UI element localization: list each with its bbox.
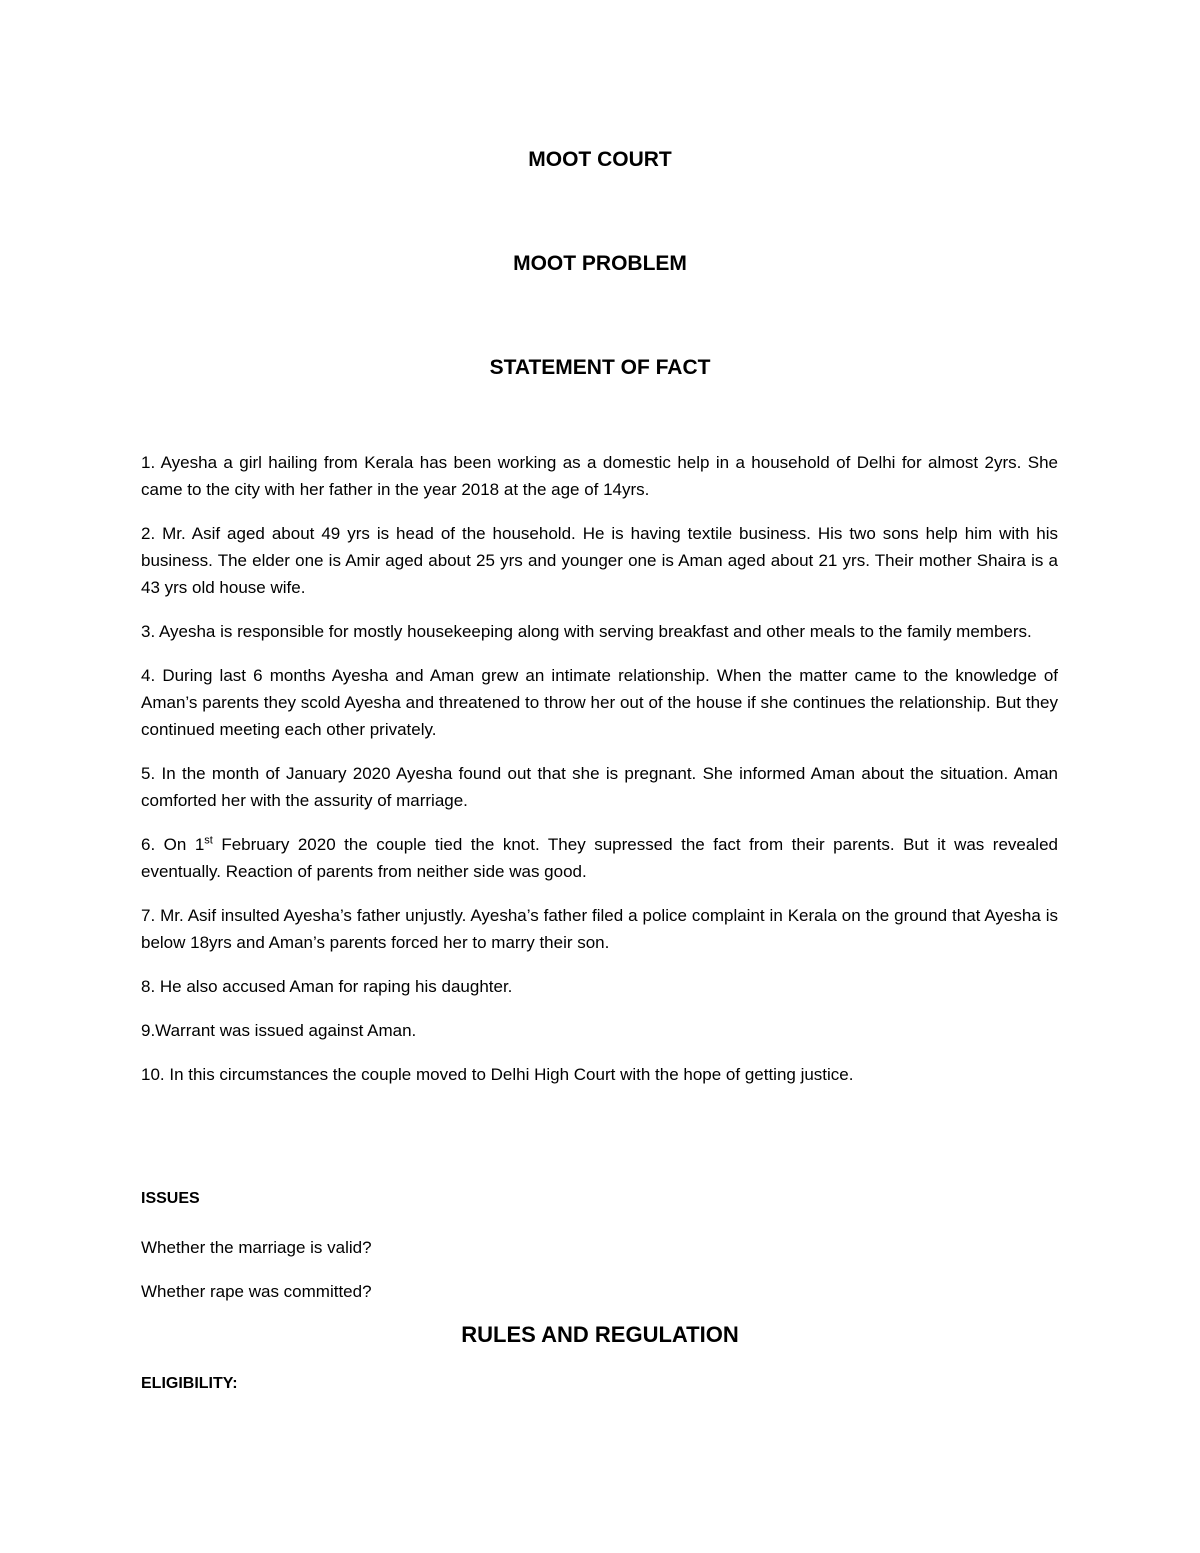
facts-list <box>141 449 1058 1105</box>
fact-6-rest: February 2020 the couple tied the knot. They supressed the fact from their parents. But it was revealed eventually. Reaction of parents from neither side was good. <box>141 835 1058 881</box>
title-moot-problem: MOOT PROBLEM <box>513 252 687 275</box>
fact-item-1: 1. Ayesha a girl hailing from Kerala has been working as a domestic help in a household of Delhi for almost 2yrs. She came to the city with her father in the year 2018 at the age of 14yrs. <box>141 453 1058 499</box>
title-statement-of-fact: STATEMENT OF FACT <box>489 356 711 379</box>
issue-item-2: Whether rape was committed? <box>141 1282 372 1301</box>
issue-item-1: Whether the marriage is valid? <box>141 1238 372 1257</box>
fact-item-6 <box>141 831 1058 885</box>
fact-6-start: 6. On 1 <box>141 835 205 854</box>
fact-item-4: 4. During last 6 months Ayesha and Aman grew an intimate relationship. When the matter came to the knowledge of Aman’s parents they scold Ayesha and threatened to throw her out of the house if she continues the relationship. But they continued meeting each other privately. <box>141 666 1058 739</box>
fact-item-3: 3. Ayesha is responsible for mostly housekeeping along with serving breakfast and other meals to the family members. <box>141 622 1032 641</box>
issues-heading: ISSUES <box>141 1190 200 1207</box>
fact-item-2: 2. Mr. Asif aged about 49 yrs is head of the household. He is having textile business. His two sons help him with his business. The elder one is Amir aged about 25 yrs and younger one is Aman aged about 21 yrs. Their mother Shaira is a 43 yrs old house wife. <box>141 524 1058 597</box>
title-moot-court: MOOT COURT <box>528 148 672 171</box>
issues-list <box>141 1234 372 1322</box>
fact-item-9: 9.Warrant was issued against Aman. <box>141 1021 417 1040</box>
fact-item-8: 8. He also accused Aman for raping his daughter. <box>141 977 513 996</box>
eligibility-heading: ELIGIBILITY: <box>141 1375 238 1392</box>
fact-item-7: 7. Mr. Asif insulted Ayesha’s father unjustly. Ayesha’s father filed a police complaint in Kerala on the ground that Ayesha is below 18yrs and Aman’s parents forced her to marry their son. <box>141 906 1058 952</box>
fact-item-5: 5. In the month of January 2020 Ayesha found out that she is pregnant. She informed Aman about the situation. Aman comforted her with the assurity of marriage. <box>141 764 1058 810</box>
fact-6-superscript: st <box>204 834 213 847</box>
fact-item-10: 10. In this circumstances the couple moved to Delhi High Court with the hope of getting justice. <box>141 1065 854 1084</box>
title-rules-and-regulation: RULES AND REGULATION <box>461 1322 739 1347</box>
